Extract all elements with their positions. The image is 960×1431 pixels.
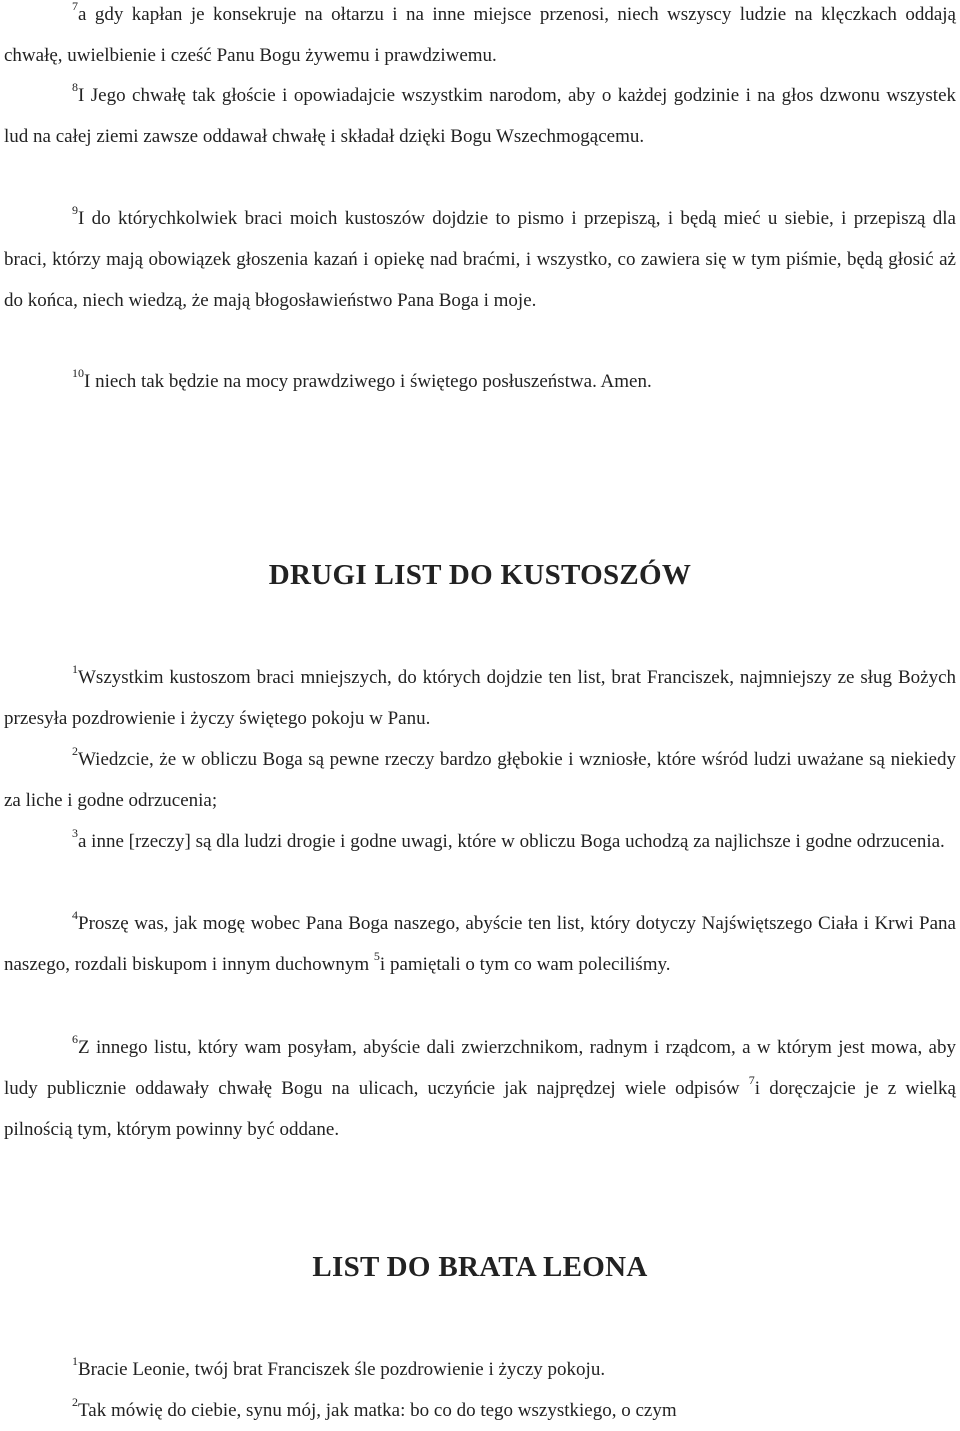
verse-number: 9 (72, 202, 78, 217)
verse-number: 8 (72, 79, 78, 94)
section-title-list-do-leona: LIST DO BRATA LEONA (312, 1251, 648, 1283)
verse-number: 6 (72, 1031, 78, 1046)
verse-text: Proszę was, jak mogę wobec Pana Boga naszego, abyście ten list, który dotyczy Najświętszego Ciała i Krwi Pana naszego, rozdali biskupom i innym duchownym (4, 913, 956, 975)
verse-number: 10 (72, 365, 84, 380)
verse-number: 2 (72, 1394, 78, 1409)
verse-text: I Jego chwałę tak głoście i opowiadajcie wszystkim narodom, aby o każdej godzinie i na głos dzwonu wszystek lud na całej ziemi zawsze oddawał chwałę i składał dzięki Bogu Wszechmogącemu. (4, 85, 956, 147)
verse-text: I niech tak będzie na mocy prawdziwego i świętego posłuszeństwa. Amen. (84, 371, 652, 392)
verse-text: Tak mówię do ciebie, synu mój, jak matka: bo co do tego wszystkiego, o czym (78, 1400, 677, 1421)
verse-number: 5 (373, 948, 380, 963)
verse-text: Wszystkim kustoszom braci mniejszych, do których dojdzie ten list, brat Franciszek, najmniejszy ze sług Bożych przesyła pozdrowienie i życzy świętego pokoju w Panu. (4, 667, 956, 729)
verse-6 (4, 1027, 956, 1150)
verse-number: 1 (72, 661, 78, 676)
verse-text: Z innego listu, który wam posyłam, abyście dali zwierzchnikom, radnym i rządcom, a w którym jest mowa, aby ludy publicznie oddawały chwałę Bogu na ulicach, uczyńcie jak najprędzej wiele odpisów (4, 1037, 956, 1099)
verse-7 (4, 0, 956, 76)
verse-text: a inne [rzeczy] są dla ludzi drogie i godne uwagi, które w obliczu Boga uchodzą za najlichsze i godne odrzucenia. (78, 831, 945, 852)
verse-text: Wiedzcie, że w obliczu Boga są pewne rzeczy bardzo głębokie i wzniosłe, które wśród ludzi uważane są niekiedy za liche i godne odrzucenia; (4, 749, 956, 811)
verse-1 (4, 1349, 956, 1390)
verse-text: i pamiętali o tym co wam poleciliśmy. (379, 954, 671, 975)
verse-text: I do którychkolwiek braci moich kustoszów dojdzie to pismo i przepiszą, i będą mieć u siebie, i przepiszą dla braci, którzy mają obowiązek głoszenia kazań i opiekę nad braćmi, i wszystko, co zawiera się w tym piśmie, będą głosić aż do końca, niech wiedzą, że mają błogosławieństwo Pana Boga i moje. (4, 208, 956, 311)
verse-number: 4 (72, 907, 78, 922)
verse-number: 2 (72, 743, 78, 758)
verse-9 (4, 198, 956, 321)
verse-4 (4, 903, 956, 985)
verse-10 (4, 361, 956, 402)
verse-1 (4, 657, 956, 739)
verse-number: 1 (72, 1353, 78, 1368)
verse-number: 7 (72, 0, 78, 13)
verse-number: 7 (748, 1072, 755, 1087)
verse-text: a gdy kapłan je konsekruje na ołtarzu i na inne miejsce przenosi, niech wszyscy ludzie na klęczkach oddają chwałę, uwielbienie i cześć Panu Bogu żywemu i prawdziwemu. (4, 4, 956, 66)
verse-8 (4, 75, 956, 157)
verse-2 (4, 739, 956, 821)
verse-3 (4, 821, 956, 862)
verse-text: i doręczajcie je z wielką pilnością tym, którym powinny być oddane. (4, 1078, 956, 1140)
verse-number: 3 (72, 825, 78, 840)
verse-text: Bracie Leonie, twój brat Franciszek śle pozdrowienie i życzy pokoju. (78, 1359, 606, 1380)
section-title-drugi-list: DRUGI LIST DO KUSTOSZÓW (268, 559, 692, 591)
